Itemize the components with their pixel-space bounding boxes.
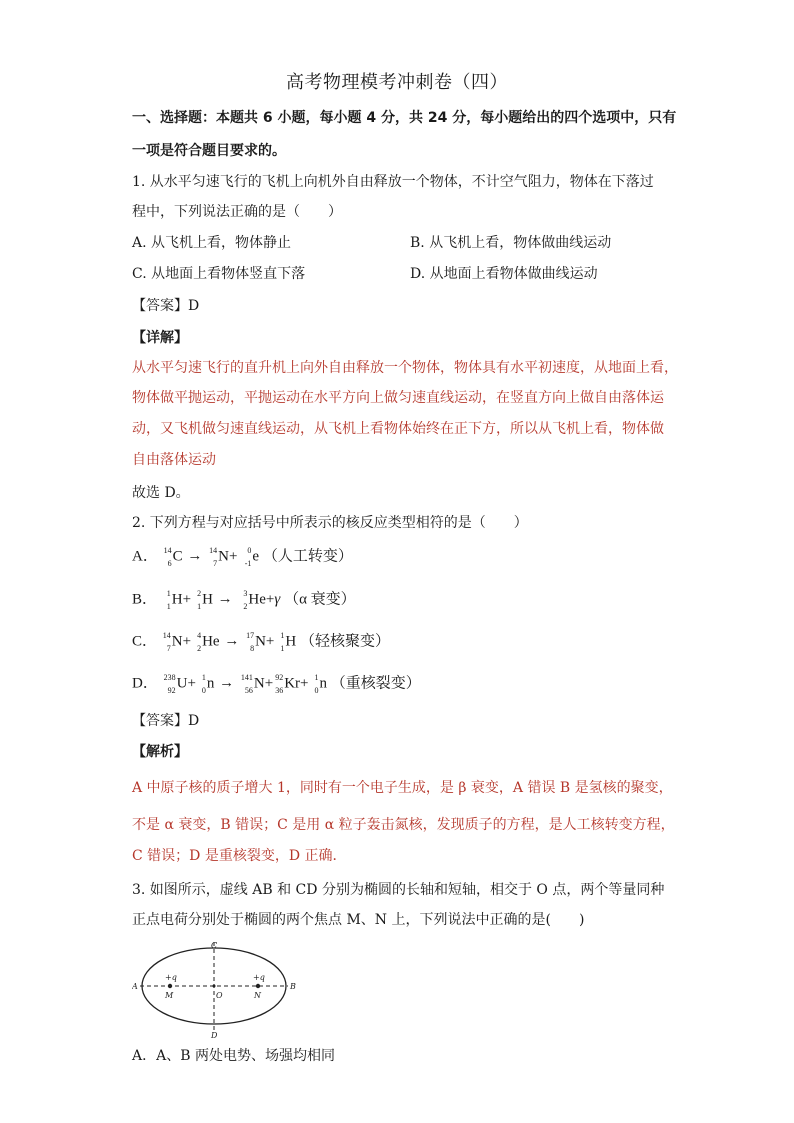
nuclide-symbol: H <box>171 591 183 608</box>
q1-answer: 【答案】D <box>132 298 200 314</box>
section-header-line1: 一、选择题：本题共 6 小题，每小题 4 分，共 24 分，每小题给出的四个选项中，只有 <box>132 110 677 126</box>
reaction-arrow: → <box>219 675 235 692</box>
reaction-arrow: → <box>187 548 203 565</box>
nuclide-scripts: 2 1 <box>197 589 202 611</box>
nuclide-symbol: Kr <box>284 675 301 692</box>
q1-explain-line4: 自由落体运动 <box>132 452 216 468</box>
q3-stem-line1: 3. 如图所示，虚线 AB 和 CD 分别为椭圆的长轴和短轴，相交于 O 点，两个等量同种 <box>132 882 665 898</box>
charge-left: +q <box>165 973 177 982</box>
q2-option-b: B． 1 1 H+ 2 1 H → 3 2 He+γ （α 衰变） <box>132 589 356 611</box>
q2-explain-label: 【解析】 <box>132 744 188 760</box>
nuclide-symbol: N <box>253 675 265 692</box>
q2-explain-line3: C 错误；D 是重核裂变，D 正确． <box>132 848 347 864</box>
reaction-type: （α 衰变） <box>284 591 356 608</box>
q1-explain-line1: 从水平匀速飞行的直升机上向外自由释放一个物体，物体具有水平初速度，从地面上看， <box>132 360 678 376</box>
page-title: 高考物理模考冲刺卷（四） <box>286 72 508 93</box>
q2-option-a: A． 14 6 C → 14 7 N+ 0 -1 e （人工转变） <box>132 546 353 568</box>
section-header-line2: 一项是符合题目要求的。 <box>132 143 286 159</box>
label-c: C <box>211 941 218 950</box>
focus-m-point <box>168 984 172 988</box>
label-n: N <box>254 991 261 1000</box>
center-o-point <box>213 985 216 988</box>
q1-stem-line1: 1. 从水平匀速飞行的飞机上向机外自由释放一个物体，不计空气阻力，物体在下落过 <box>132 174 654 190</box>
q2-option-d: D． 238 92 U+ 1 0 n → 141 56 N+ 92 36 Kr+ 1 0 n （重核裂变） <box>132 673 421 695</box>
q2-explain-line1: A 中原子核的质子增大 1，同时有一个电子生成，是 β 衰变，A 错误 B 是氢核的聚变， <box>132 780 673 796</box>
q2-stem: 2. 下列方程与对应括号中所表示的核反应类型相符的是（ ） <box>132 515 528 531</box>
nuclide-scripts: 1 1 <box>166 589 171 611</box>
nuclide-symbol: n <box>206 675 215 692</box>
nuclide-scripts: 238 92 <box>163 673 176 695</box>
nuclide-scripts: 14 6 <box>163 546 172 568</box>
nuclide-scripts: 92 36 <box>275 673 284 695</box>
nuclide-symbol: N <box>218 548 229 565</box>
charge-right: +q <box>253 973 265 982</box>
reaction-type: （人工转变） <box>262 548 353 565</box>
nuclide-scripts: 1 1 <box>280 631 285 653</box>
reaction-type: （轻核聚变） <box>299 633 390 650</box>
q2-explain-line2: 不是 α 衰变，B 错误；C 是用 α 粒子轰击氮核，发现质子的方程，是人工核转变方程， <box>132 817 675 833</box>
nuclide-symbol: N <box>255 633 266 650</box>
label-o: O <box>216 991 223 1000</box>
q2-option-c: C． 14 7 N+ 4 2 He → 17 8 N+ 1 1 H （轻核聚变） <box>132 631 390 653</box>
nuclide-symbol: n <box>319 675 328 692</box>
q1-option-d: D. 从地面上看物体做曲线运动 <box>410 266 598 282</box>
q1-explain-line3: 动，又飞机做匀速直线运动，从飞机上看物体始终在正下方，所以从飞机上看，物体做 <box>132 421 664 437</box>
reaction-arrow: → <box>224 633 240 650</box>
option-label: A． <box>132 548 158 565</box>
label-a: A <box>132 982 138 991</box>
label-b: B <box>290 982 296 991</box>
nuclide-symbol: He <box>202 633 220 650</box>
q1-explain-line2: 物体做平抛运动，平抛运动在水平方向上做匀速直线运动，在竖直方向上做自由落体运 <box>132 390 664 406</box>
nuclide-symbol: H <box>285 633 297 650</box>
nuclide-scripts: 14 7 <box>162 631 171 653</box>
nuclide-scripts: 4 2 <box>197 631 202 653</box>
ellipse-figure <box>132 940 302 1040</box>
nuclide-symbol: N <box>171 633 183 650</box>
reaction-type: （重核裂变） <box>330 675 421 692</box>
nuclide-scripts: 141 56 <box>240 673 253 695</box>
q1-option-c: C. 从地面上看物体竖直下落 <box>132 266 306 282</box>
focus-n-point <box>256 984 260 988</box>
reaction-arrow: → <box>217 591 233 608</box>
nuclide-scripts: 1 0 <box>314 673 319 695</box>
nuclide-scripts: 3 2 <box>243 589 248 611</box>
q1-option-a: A. 从飞机上看，物体静止 <box>132 235 292 251</box>
label-m: M <box>165 991 174 1000</box>
nuclide-symbol: H <box>202 591 213 608</box>
nuclide-scripts: 1 0 <box>201 673 206 695</box>
q3-option-a: A．A、B 两处电势、场强均相同 <box>132 1048 335 1064</box>
q1-conclusion: 故选 D。 <box>132 485 190 501</box>
option-label: B． <box>132 591 158 608</box>
gamma-symbol: γ <box>274 591 281 608</box>
option-label: C． <box>132 633 158 650</box>
q1-option-b: B. 从飞机上看，物体做曲线运动 <box>410 235 612 251</box>
nuclide-symbol: e <box>252 548 260 565</box>
label-d: D <box>211 1031 218 1040</box>
q3-stem-line2: 正点电荷分别处于椭圆的两个焦点 M、N 上，下列说法中正确的是( ) <box>132 912 585 928</box>
nuclide-scripts: 0 -1 <box>244 546 252 568</box>
nuclide-scripts: 17 8 <box>246 631 255 653</box>
q1-explain-label: 【详解】 <box>132 330 188 346</box>
option-label: D． <box>132 675 158 692</box>
nuclide-symbol: He <box>248 591 266 608</box>
nuclide-symbol: U <box>176 675 188 692</box>
nuclide-scripts: 14 7 <box>209 546 218 568</box>
q2-answer: 【答案】D <box>132 713 200 729</box>
nuclide-symbol: C <box>172 548 183 565</box>
q1-stem-line2: 程中，下列说法正确的是（ ） <box>132 204 342 220</box>
